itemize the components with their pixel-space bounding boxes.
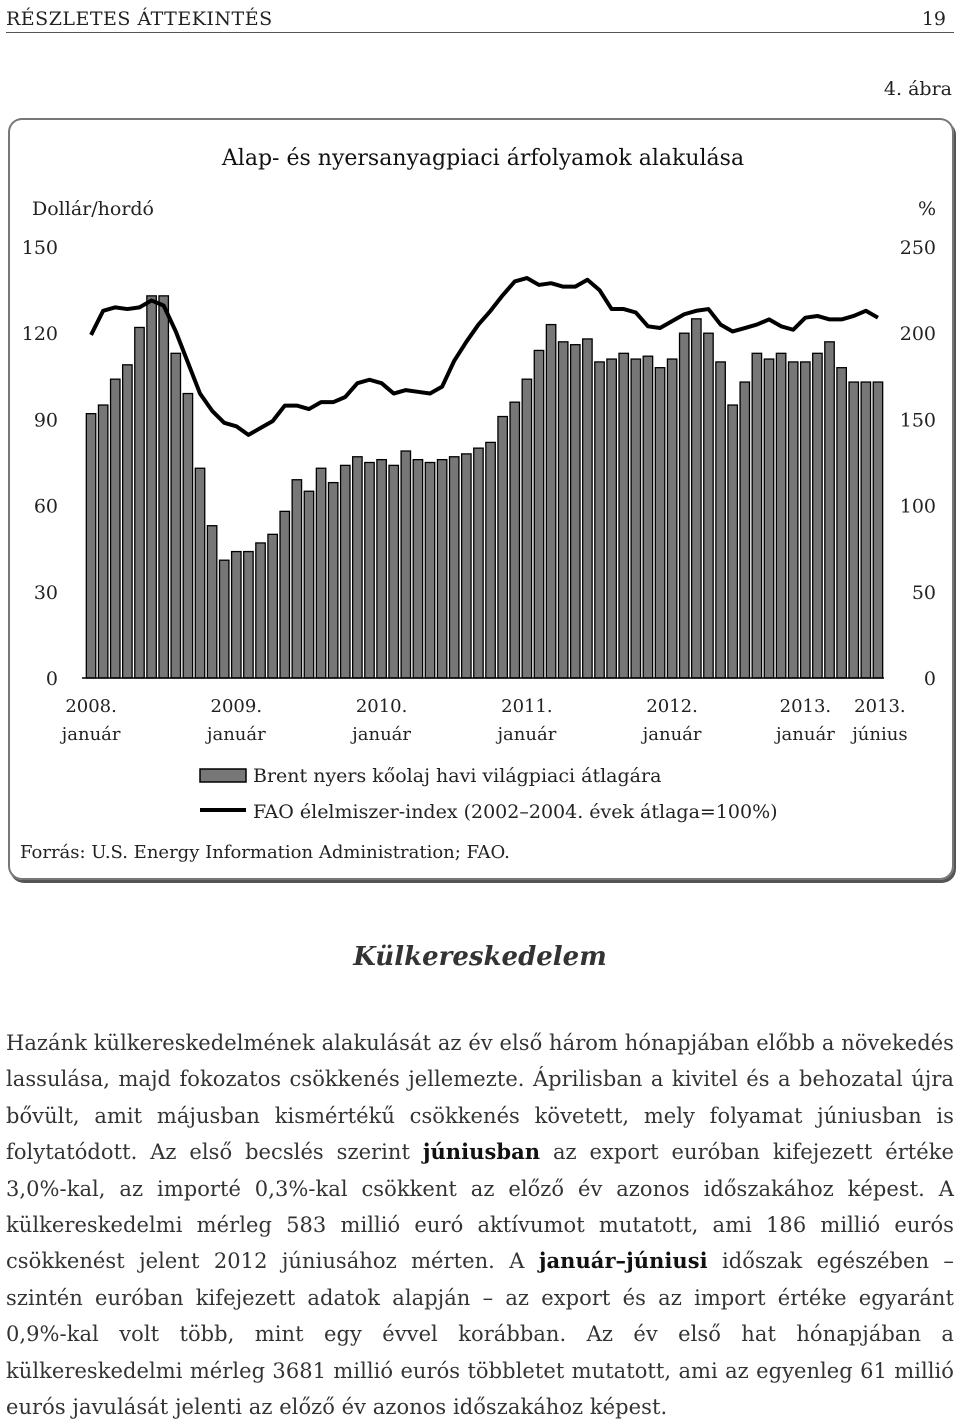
- brent-bar: [498, 417, 507, 678]
- left-tick-label: 120: [21, 323, 58, 346]
- left-axis-label: Dollár/hordó: [32, 198, 154, 220]
- brent-bar: [207, 526, 216, 678]
- brent-bar: [546, 325, 555, 678]
- brent-bar: [740, 382, 749, 678]
- brent-bar: [486, 442, 495, 678]
- paragraph-text-3: időszak egészében – szintén euróban kifejezett adatok alapján – az export és az import értéke egyaránt 0,9%-kal volt több, mint egy évvel korábban. Az év első hat hónapjában a külkereskedelmi mérleg 3681 millió eurós többletet mutatott, ami az egyenleg 61 millió eurós javulását jelenti az előző év azonos időszakához képest.: [6, 1249, 954, 1420]
- brent-bar: [667, 359, 676, 678]
- legend-bar-label: Brent nyers kőolaj havi világpiaci átlagára: [253, 765, 662, 787]
- brent-bar: [704, 333, 713, 678]
- brent-bar: [849, 382, 858, 678]
- brent-bar: [135, 327, 144, 678]
- brent-bar: [607, 359, 616, 678]
- legend-line-label: FAO élelmiszer-index (2002–2004. évek átlaga=100%): [253, 801, 778, 823]
- brent-bar: [462, 454, 471, 678]
- brent-bar: [437, 460, 446, 678]
- left-tick-label: 150: [21, 237, 58, 259]
- x-tick-year: 2010.: [355, 696, 408, 717]
- brent-bar: [280, 511, 289, 678]
- right-tick-label: 150: [899, 409, 936, 432]
- brent-bar: [413, 460, 422, 678]
- x-tick-year: 2009.: [210, 696, 263, 717]
- right-tick-label: 0: [923, 668, 936, 690]
- brent-bar: [171, 353, 180, 678]
- brent-bar: [328, 483, 337, 678]
- legend-bar-swatch: [200, 769, 246, 782]
- brent-bar: [595, 362, 604, 678]
- x-tick-year: 2013.: [779, 696, 832, 717]
- section-name: RÉSZLETES ÁTTEKINTÉS: [6, 8, 273, 30]
- brent-bar: [776, 353, 785, 678]
- brent-bar: [98, 405, 107, 678]
- left-tick-label: 0: [45, 668, 58, 690]
- brent-bar: [655, 368, 664, 678]
- brent-bar: [232, 552, 241, 678]
- legend: [200, 765, 778, 823]
- brent-bar: [873, 382, 882, 678]
- left-tick-label: 60: [33, 495, 58, 518]
- left-tick-label: 90: [33, 409, 58, 432]
- page-number: 19: [921, 8, 946, 30]
- brent-bar: [244, 552, 253, 678]
- brent-bar: [643, 356, 652, 678]
- brent-bar: [365, 463, 374, 679]
- brent-bar: [474, 448, 483, 678]
- brent-bar: [389, 465, 398, 678]
- brent-bar: [534, 350, 543, 678]
- brent-bar: [183, 394, 192, 678]
- paragraph-text-1: Hazánk külkereskedelmének alakulását az év első három hónapjában előbb a növekedés lassulása, majd fokozatos csökkenés jellemezte. Áprilisban a kivitel és a behozatal újra bővült, amit májusban kismértékű csökkenés követett, mely folyamat júniusban is folytatódott. Az első becslés szerint: [6, 1031, 954, 1165]
- brent-bar: [86, 414, 95, 678]
- brent-bar: [837, 368, 846, 678]
- x-tick-month: január: [61, 724, 121, 745]
- chart-title: Alap- és nyersanyagpiaci árfolyamok alakulása: [221, 146, 745, 171]
- x-tick-year: 2012.: [646, 696, 698, 717]
- brent-bar: [377, 460, 386, 678]
- brent-bar: [788, 362, 797, 678]
- brent-bar: [558, 342, 567, 678]
- right-axis-ticks: [900, 237, 936, 690]
- right-tick-label: 250: [899, 237, 936, 259]
- body-paragraph: [6, 1025, 954, 1425]
- brent-bar: [619, 353, 628, 678]
- brent-bar: [752, 353, 761, 678]
- x-tick-month: január: [642, 724, 702, 745]
- brent-bar: [304, 491, 313, 678]
- brent-bar: [631, 359, 640, 678]
- brent-bar: [341, 465, 350, 678]
- brent-bar: [147, 296, 156, 678]
- brent-bar: [861, 382, 870, 678]
- x-tick-month: január: [497, 724, 557, 745]
- brent-bar: [220, 560, 229, 678]
- brent-bar: [256, 543, 265, 678]
- brent-bar: [425, 463, 434, 679]
- brent-bar: [159, 296, 168, 678]
- paragraph-bold-1: júniusban: [422, 1139, 541, 1165]
- brent-bar: [583, 339, 592, 678]
- chart-source: Forrás: U.S. Energy Information Administration; FAO.: [20, 842, 510, 863]
- x-tick-month: január: [775, 724, 835, 745]
- x-tick-month: január: [352, 724, 412, 745]
- figure-number: 4. ábra: [883, 78, 952, 100]
- paragraph-text-2: az export euróban kifejezett értéke 3,0%-kal, az importé 0,3%-kal csökkent az előző év azonos időszakához képest. A külkereskedelmi mérleg 583 millió euró aktívumot mutatott, ami 186 millió eurós csökkenést jelent 2012 júniusához mérten. A: [6, 1140, 954, 1274]
- brent-bar: [111, 379, 120, 678]
- brent-bar: [268, 534, 277, 678]
- right-tick-label: 200: [899, 323, 936, 346]
- brent-bar: [716, 362, 725, 678]
- brent-bar: [813, 353, 822, 678]
- brent-bar: [316, 468, 325, 678]
- brent-bar: [764, 359, 773, 678]
- brent-bar: [123, 365, 132, 678]
- brent-bar: [353, 457, 362, 678]
- brent-bars: [86, 296, 882, 678]
- brent-bar: [571, 345, 580, 678]
- brent-bar: [825, 342, 834, 678]
- brent-bar: [692, 319, 701, 678]
- x-tick-month: június: [852, 724, 908, 745]
- right-tick-label: 100: [899, 495, 936, 518]
- brent-bar: [450, 457, 459, 678]
- x-tick-year: 2011.: [501, 696, 553, 717]
- brent-bar: [195, 468, 204, 678]
- brent-bar: [522, 379, 531, 678]
- paragraph-bold-2: január–júniusi: [538, 1248, 708, 1274]
- x-tick-month: január: [206, 724, 266, 745]
- brent-bar: [292, 480, 301, 678]
- x-tick-year: 2013.: [854, 696, 906, 717]
- brent-bar: [728, 405, 737, 678]
- section-title: Külkereskedelem: [353, 942, 607, 972]
- brent-bar: [801, 362, 810, 678]
- brent-bar: [680, 333, 689, 678]
- brent-bar: [510, 402, 519, 678]
- right-axis-label: %: [917, 198, 936, 220]
- right-tick-label: 50: [911, 581, 936, 604]
- brent-bar: [401, 451, 410, 678]
- left-axis-ticks: [22, 237, 58, 690]
- left-tick-label: 30: [33, 581, 58, 604]
- x-tick-year: 2008.: [65, 696, 117, 717]
- x-axis-labels: [60, 696, 908, 745]
